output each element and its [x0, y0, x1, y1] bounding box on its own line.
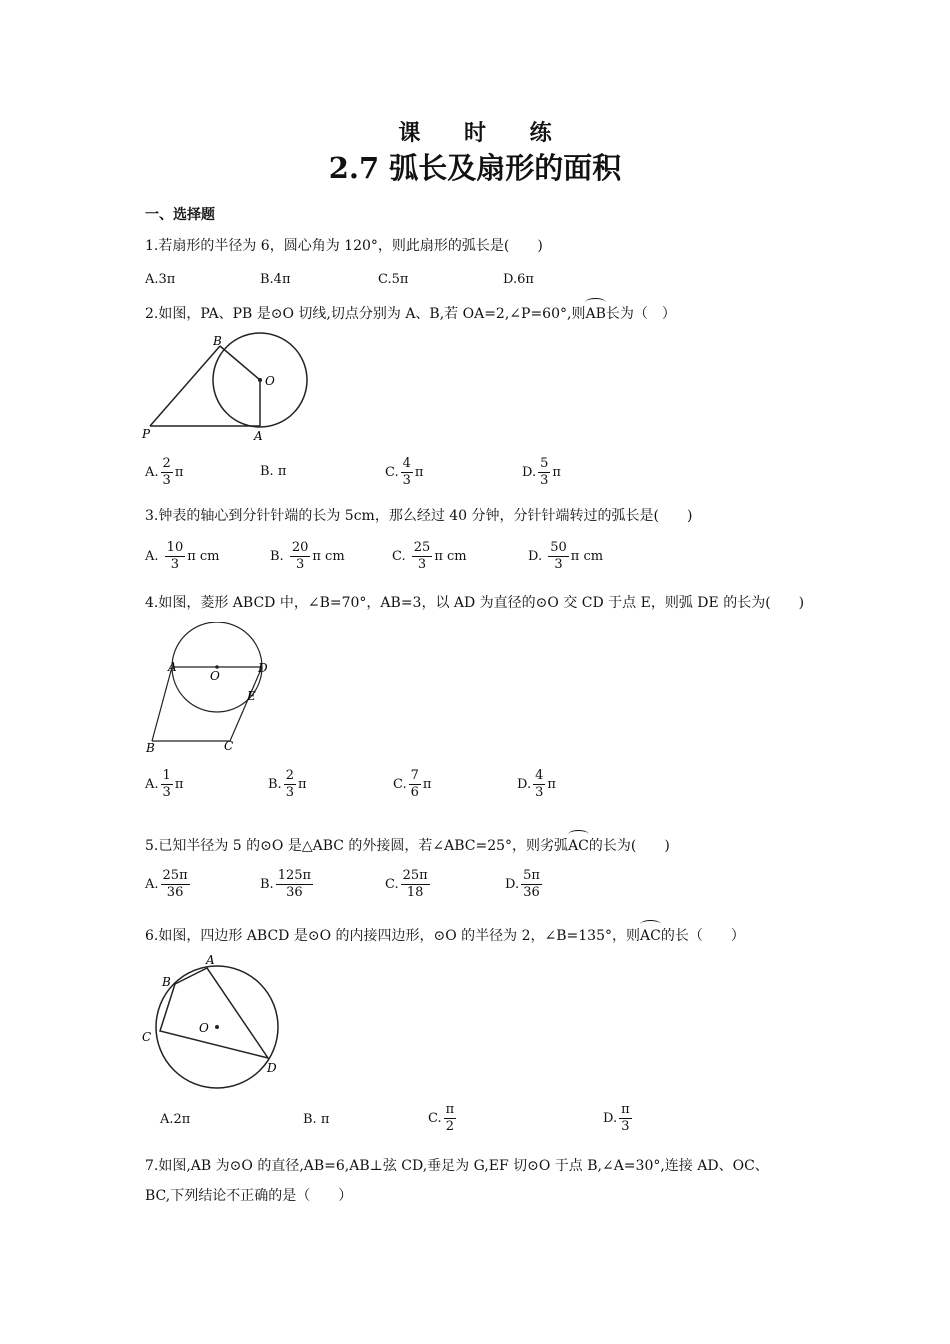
q4-label-e: E	[247, 689, 256, 703]
q4-label-a: A	[168, 660, 177, 674]
q5-text-a: 5.已知半径为 5 的⊙O 是△ABC 的外接圆，若∠ABC=25°，则劣弧	[145, 838, 569, 854]
q4-label-o: O	[210, 669, 220, 683]
q4-side-ab	[152, 667, 172, 741]
q2-label-o: O	[265, 374, 275, 388]
q1-option-b: B.4π	[260, 272, 291, 287]
q5-text-b: 的长为( )	[588, 838, 670, 854]
q4-figure	[140, 622, 280, 754]
q6-label-a: A	[206, 953, 215, 967]
q4-option-a: A. $\frac{1}{3}$ π	[145, 768, 184, 800]
q6-arc-label: AC	[640, 924, 661, 946]
q6-label-o: O	[199, 1021, 209, 1035]
q6-option-b: B. π	[303, 1112, 330, 1127]
q4-side-cd	[230, 667, 262, 741]
q3-option-c: C. $\frac{25}{3}$ π cm	[392, 540, 467, 572]
q2-option-c: C. $\frac{4}{3}$ π	[385, 456, 424, 488]
q2-label-b: B	[213, 334, 222, 348]
q5-arc-label: AC	[568, 834, 589, 856]
q6-text-b: 的长（ ）	[660, 928, 745, 944]
q4-option-b: B. $\frac{2}{3}$ π	[268, 768, 307, 800]
q2-arc-label: AB	[585, 302, 605, 324]
q4-option-d: D. $\frac{4}{3}$ π	[517, 768, 556, 800]
question-4: 4.如图，菱形 ABCD 中，∠B=70°，AB=3，以 AD 为直径的⊙O 交 CD 于点 E，则弧 DE 的长为( )	[145, 595, 805, 611]
q1-option-d: D.6π	[503, 272, 534, 287]
q6-option-a: A.2π	[160, 1112, 191, 1127]
question-7-line-2: BC,下列结论不正确的是（ ）	[145, 1188, 353, 1204]
q2-text-a: 2.如图，PA、PB 是⊙O 切线,切点分别为 A、B,若 OA=2,∠P=60°,则	[145, 306, 586, 322]
question-1: 1.若扇形的半径为 6，圆心角为 120°，则此扇形的弧长是( )	[145, 238, 543, 254]
q6-text-a: 6.如图，四边形 ABCD 是⊙O 的内接四边形，⊙O 的半径为 2，∠B=135°，则	[145, 928, 640, 944]
q2-text-b: 长为（ ）	[605, 306, 676, 322]
q6-option-d: D. $\frac{\pi}{3}$	[603, 1102, 630, 1134]
q1-option-a: A.3π	[145, 272, 176, 287]
q6-label-d: D	[267, 1061, 277, 1075]
q5-option-b: B. $\frac{125\pi}{36}$	[260, 868, 312, 900]
q2-label-a: A	[254, 429, 263, 443]
q6-label-b: B	[162, 975, 171, 989]
q6-option-c: C. $\frac{\pi}{2}$	[428, 1102, 455, 1134]
q2-tangent-pb	[150, 346, 220, 426]
q5-option-c: C. $\frac{25\pi}{18}$	[385, 868, 428, 900]
page-subtitle: 2.7 弧长及扇形的面积	[328, 151, 622, 185]
q4-label-b: B	[146, 741, 155, 754]
q2-label-p: P	[142, 427, 151, 441]
q4-label-d: D	[258, 661, 268, 675]
q2-option-b: B. π	[260, 464, 287, 479]
question-3: 3.钟表的轴心到分针针端的长为 5cm，那么经过 40 分钟，分针针端转过的弧长是( )	[145, 508, 693, 524]
q3-option-d: D. $\frac{50}{3}$ π cm	[528, 540, 604, 572]
q6-label-c: C	[142, 1030, 152, 1044]
q3-option-b: B. $\frac{20}{3}$ π cm	[270, 540, 345, 572]
q6-figure	[140, 952, 290, 1090]
q1-option-c: C.5π	[378, 272, 409, 287]
q2-option-d: D. $\frac{5}{3}$ π	[522, 456, 561, 488]
q3-option-a: A. $\frac{10}{3}$ π cm	[145, 540, 220, 572]
question-5	[145, 834, 670, 856]
q2-option-a: A. $\frac{2}{3}$ π	[145, 456, 184, 488]
q4-option-c: C. $\frac{7}{6}$ π	[393, 768, 432, 800]
q2-center-dot	[258, 378, 262, 382]
q6-center-dot	[215, 1025, 219, 1029]
question-7-line-1: 7.如图,AB 为⊙O 的直径,AB=6,AB⊥弦 CD,垂足为 G,EF 切⊙O 于点 B,∠A=30°,连接 AD、OC、	[145, 1158, 769, 1174]
section-heading: 一、选择题	[145, 207, 215, 223]
question-6	[145, 924, 745, 946]
q4-label-c: C	[224, 739, 234, 753]
q2-radius-ob	[220, 346, 260, 380]
q5-option-d: D. $\frac{5\pi}{36}$	[505, 868, 540, 900]
page-title: 课 时 练	[398, 120, 570, 146]
question-2	[145, 302, 676, 324]
q5-option-a: A. $\frac{25\pi}{36}$	[145, 868, 188, 900]
q2-figure	[140, 332, 320, 444]
